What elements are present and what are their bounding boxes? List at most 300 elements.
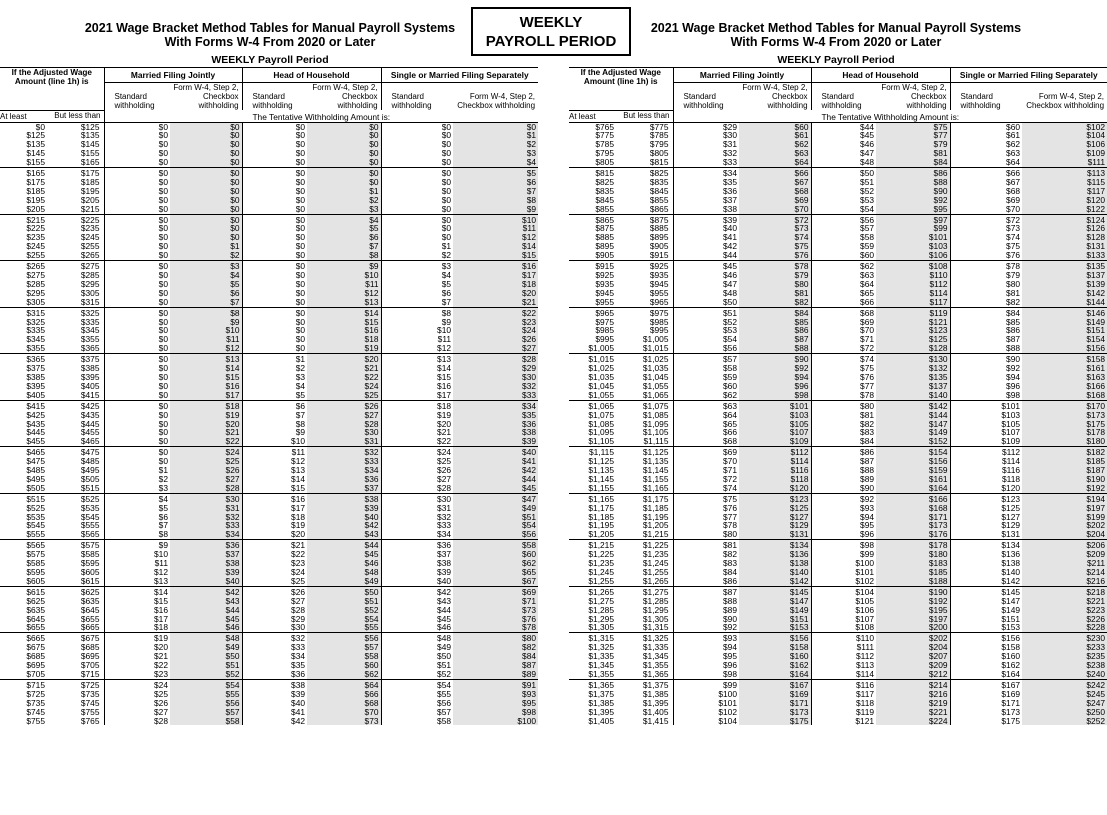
group-header-hoh: Head of Household [242,68,381,83]
hoh-standard-value: $0 [242,205,307,214]
single-checkbox-value: $139 [1022,280,1107,289]
wage-but-less-than: $145 [80,139,100,150]
hoh-checkbox-value: $0 [307,131,381,140]
mfj-checkbox-value: $5 [170,280,242,289]
single-checkbox-value: $146 [1022,307,1107,317]
hoh-checkbox-value: $18 [307,335,381,344]
wage-but-less-than: $375 [53,354,104,364]
wage-at-least: $355 [26,343,45,354]
wage-at-least: $1,175 [588,502,614,513]
hoh-standard-value: $20 [242,530,307,539]
single-standard-value: $88 [950,344,1022,353]
hoh-standard-value: $45 [811,131,876,140]
single-checkbox-value: $62 [453,559,538,568]
single-standard-value: $145 [950,586,1022,596]
hoh-checkbox-value: $57 [307,643,381,652]
hoh-standard-value: $95 [811,521,876,530]
mfj-standard-value: $68 [673,437,739,446]
hoh-standard-value: $16 [242,493,307,503]
single-standard-value: $3 [381,261,453,271]
mfj-standard-value: $83 [673,559,739,568]
hoh-checkbox-value: $0 [307,140,381,149]
hoh-standard-value: $0 [242,178,307,187]
mfj-checkbox-value: $142 [739,577,811,586]
single-standard-value: $7 [381,298,453,307]
hoh-standard-value: $0 [242,122,307,131]
group-header-hoh: Head of Household [811,68,950,83]
hoh-checkbox-value: $106 [876,251,950,260]
hoh-checkbox-value: $62 [307,670,381,679]
wage-but-less-than: $425 [53,400,104,410]
single-standard-value: $26 [381,466,453,475]
mfj-standard-value: $0 [104,251,170,260]
hoh-checkbox-value: $185 [876,568,950,577]
single-checkbox-value: $226 [1022,615,1107,624]
mfj-standard-value: $26 [104,699,170,708]
hoh-checkbox-value: $68 [307,699,381,708]
mfj-standard-value: $58 [673,364,739,373]
single-standard-value: $56 [381,699,453,708]
single-standard-value: $60 [950,122,1022,131]
mfj-checkbox-value: $14 [170,364,242,373]
wage-bracket-table [0,67,538,725]
hoh-standard-value: $40 [242,699,307,708]
mfj-standard-value: $0 [104,411,170,420]
single-standard-value: $32 [381,513,453,522]
hoh-checkbox-value: $154 [876,447,950,457]
checkbox-label: Form W-4, Step 2, Checkbox withholding [457,92,536,110]
mfj-checkbox-value: $127 [739,513,811,522]
wage-at-least: $1,375 [588,688,614,699]
table-row [569,577,1107,586]
table-row [0,205,538,214]
wage-but-less-than: $445 [80,418,100,429]
mfj-standard-value: $7 [104,521,170,530]
wage-at-least: $155 [26,157,45,168]
mfj-standard-value: $6 [104,513,170,522]
mfj-standard-value: $59 [673,373,739,382]
mfj-standard-value: $16 [104,606,170,615]
wage-at-least: $715 [0,679,53,689]
hoh-standard-value: $29 [242,615,307,624]
single-checkbox-value: $95 [453,699,538,708]
wage-but-less-than: $1,275 [622,586,673,596]
mfj-standard-value: $15 [104,597,170,606]
mfj-checkbox-value: $81 [739,289,811,298]
mfj-checkbox-value: $76 [739,251,811,260]
single-checkbox-value: $35 [453,411,538,420]
wage-but-less-than: $1,385 [642,688,669,699]
mfj-standard-value: $0 [104,344,170,353]
mfj-checkbox-value: $64 [739,158,811,167]
wage-but-less-than: $185 [80,176,100,187]
single-checkbox-value: $7 [453,187,538,196]
single-checkbox-value: $14 [453,242,538,251]
wage-but-less-than: $825 [622,168,673,178]
mfj-checkbox-value: $62 [739,140,811,149]
single-checkbox-value: $29 [453,364,538,373]
hoh-standard-value: $62 [811,261,876,271]
wage-but-less-than: $1,145 [642,465,669,476]
wage-at-least: $1,145 [588,473,614,484]
single-checkbox-value: $76 [453,615,538,624]
mfj-standard-value: $63 [673,400,739,410]
mfj-checkbox-value: $13 [170,354,242,364]
mfj-standard-value: $0 [104,420,170,429]
wage-bracket-table [569,67,1107,725]
single-checkbox-value: $34 [453,400,538,410]
mfj-checkbox-value: $60 [739,122,811,131]
single-checkbox-value: $32 [453,382,538,391]
mfj-checkbox-value: $164 [739,670,811,679]
single-checkbox-value: $180 [1022,437,1107,446]
hoh-checkbox-value: $195 [876,606,950,615]
single-standard-value: $120 [950,484,1022,493]
mfj-checkbox-value: $107 [739,428,811,437]
single-standard-value: $9 [381,318,453,327]
hoh-checkbox-value: $92 [876,196,950,205]
single-standard-value: $149 [950,606,1022,615]
hoh-checkbox-value: $200 [876,623,950,632]
wage-but-less-than: $135 [80,130,100,141]
single-checkbox-value: $93 [453,690,538,699]
hoh-standard-value: $66 [811,298,876,307]
table-row [569,251,1107,260]
single-checkbox-value: $65 [453,568,538,577]
single-standard-value: $52 [381,670,453,679]
hoh-standard-value: $117 [811,690,876,699]
single-standard-value: $16 [381,382,453,391]
single-standard-value: $40 [381,577,453,586]
wage-but-less-than: $745 [80,697,100,708]
mfj-standard-value: $82 [673,550,739,559]
wage-but-less-than: $205 [80,194,100,205]
single-checkbox-value: $41 [453,457,538,466]
mfj-checkbox-value: $66 [739,168,811,178]
hoh-checkbox-value: $30 [307,428,381,437]
wage-but-less-than: $1,235 [642,549,669,560]
wage-but-less-than: $1,335 [642,642,669,653]
mfj-standard-value: $8 [104,530,170,539]
wage-at-least: $555 [26,529,45,540]
table-row [0,307,538,317]
mfj-standard-value: $33 [673,158,739,167]
wage-but-less-than: $815 [649,157,669,168]
mfj-standard-value: $69 [673,447,739,457]
hoh-standard-value: $0 [242,187,307,196]
hoh-standard-value: $34 [242,652,307,661]
single-checkbox-value: $211 [1022,559,1107,568]
wage-but-less-than: $1,115 [643,436,669,447]
hoh-standard-value: $119 [811,708,876,717]
but-less-than-header: But less than [622,108,673,120]
single-standard-value: $4 [381,271,453,280]
wage-at-least: $1,025 [588,363,614,374]
mfj-checkbox-value: $37 [170,550,242,559]
mfj-checkbox-value: $58 [170,717,242,726]
wage-at-least: $125 [26,130,45,141]
right-page-title [636,21,1036,49]
mfj-checkbox-value: $140 [739,568,811,577]
wage-at-least: $235 [26,232,45,243]
mfj-checkbox-value: $114 [739,457,811,466]
single-standard-value: $0 [381,131,453,140]
hoh-standard-value: $0 [242,251,307,260]
mfj-checkbox-value: $30 [170,493,242,503]
hoh-standard-value: $88 [811,466,876,475]
single-checkbox-value: $78 [453,623,538,632]
hoh-checkbox-value: $22 [307,373,381,382]
single-checkbox-value: $28 [453,354,538,364]
single-standard-value: $86 [950,326,1022,335]
mfj-checkbox-value: $54 [170,679,242,689]
single-standard-value: $13 [381,354,453,364]
mfj-checkbox-value: $32 [170,513,242,522]
mfj-checkbox-value: $96 [739,382,811,391]
mfj-standard-value: $30 [673,131,739,140]
wage-but-less-than: $1,025 [622,354,673,364]
mfj-checkbox-value: $82 [739,298,811,307]
mfj-checkbox-value: $2 [170,251,242,260]
wage-at-least: $425 [26,409,45,420]
hoh-standard-value: $69 [811,318,876,327]
mfj-checkbox-value: $74 [739,233,811,242]
wage-but-less-than: $685 [80,642,100,653]
table-row [569,298,1107,307]
single-standard-value: $78 [950,261,1022,271]
wage-at-least: $1,115 [569,447,622,457]
hoh-standard-value: $6 [242,400,307,410]
single-checkbox-value: $187 [1022,466,1107,475]
hoh-checkbox-value: $37 [307,484,381,493]
wage-but-less-than: $875 [622,214,673,224]
hoh-checkbox-value: $99 [876,224,950,233]
single-checkbox-value: $216 [1022,577,1107,586]
wage-but-less-than: $315 [80,296,100,307]
mfj-standard-value: $28 [104,717,170,726]
mfj-standard-value: $0 [104,354,170,364]
single-checkbox-value: $58 [453,540,538,550]
mfj-checkbox-value: $7 [170,298,242,307]
wage-at-least: $1,405 [588,715,614,726]
mfj-checkbox-value: $167 [739,679,811,689]
mfj-standard-value: $41 [673,233,739,242]
wage-at-least: $135 [26,139,45,150]
wage-but-less-than: $945 [649,278,669,289]
mfj-checkbox-value: $175 [739,717,811,726]
table-row [0,391,538,400]
wage-but-less-than: $485 [80,456,100,467]
mfj-standard-value: $0 [104,131,170,140]
mfj-standard-value: $40 [673,224,739,233]
mfj-standard-value: $0 [104,140,170,149]
wage-but-less-than: $1,095 [642,418,669,429]
wage-but-less-than: $435 [80,409,100,420]
wage-at-least: $245 [26,241,45,252]
wage-but-less-than: $455 [80,427,100,438]
mfj-checkbox-value: $46 [170,623,242,632]
mfj-checkbox-value: $24 [170,447,242,457]
single-standard-value: $66 [950,168,1022,178]
single-checkbox-value: $204 [1022,530,1107,539]
hoh-checkbox-value: $10 [307,271,381,280]
mfj-standard-value: $20 [104,643,170,652]
hoh-checkbox-value: $54 [307,615,381,624]
mfj-standard-value: $1 [104,466,170,475]
mfj-checkbox-value: $22 [170,437,242,446]
single-standard-value: $6 [381,289,453,298]
wage-at-least: $895 [595,241,614,252]
hoh-standard-value: $19 [242,521,307,530]
single-standard-value: $61 [950,131,1022,140]
single-checkbox-value: $100 [453,717,538,726]
wage-but-less-than: $1,355 [642,660,669,671]
wage-but-less-than: $195 [80,185,100,196]
left-table-panel [0,67,538,725]
wage-but-less-than: $475 [53,447,104,457]
single-checkbox-value: $131 [1022,242,1107,251]
mfj-standard-value: $39 [673,214,739,224]
wage-at-least: $935 [595,278,614,289]
single-standard-value: $10 [381,326,453,335]
wage-at-least: $0 [35,121,45,132]
mfj-checkbox-value: $21 [170,428,242,437]
hoh-standard-value: $2 [242,364,307,373]
mfj-standard-value: $0 [104,428,170,437]
wage-but-less-than: $285 [80,270,100,280]
single-checkbox-value: $199 [1022,513,1107,522]
hoh-standard-value: $28 [242,606,307,615]
single-standard-value: $0 [381,149,453,158]
mfj-checkbox-value: $20 [170,420,242,429]
mfj-standard-value: $0 [104,382,170,391]
mfj-standard-value: $44 [673,251,739,260]
mfj-checkbox-value: $80 [739,280,811,289]
hoh-standard-value: $0 [242,289,307,298]
mfj-standard-value: $72 [673,475,739,484]
wage-at-least: $345 [26,334,45,345]
hoh-checkbox-value: $128 [876,344,950,353]
wage-but-less-than: $695 [80,651,100,662]
single-checkbox-value: $221 [1022,597,1107,606]
mfj-standard-value: $34 [673,168,739,178]
hoh-standard-value: $116 [811,679,876,689]
mfj-standard-value: $31 [673,140,739,149]
hoh-standard-value: $32 [242,633,307,643]
wage-at-least: $365 [0,354,53,364]
wage-but-less-than: $225 [53,214,104,224]
mfj-standard-value: $0 [104,187,170,196]
single-checkbox-value: $250 [1022,708,1107,717]
wage-but-less-than: $1,035 [642,363,669,374]
single-checkbox-value: $9 [453,205,538,214]
single-standard-value: $70 [950,205,1022,214]
single-checkbox-value: $8 [453,196,538,205]
single-standard-value: $62 [950,140,1022,149]
single-standard-value: $0 [381,187,453,196]
wage-but-less-than: $705 [80,660,100,671]
hoh-checkbox-value: $137 [876,382,950,391]
mfj-checkbox-value: $33 [170,521,242,530]
wage-but-less-than: $615 [80,575,100,586]
wage-but-less-than: $1,105 [642,427,669,438]
mfj-standard-value: $99 [673,679,739,689]
mfj-standard-value: $0 [104,447,170,457]
single-checkbox-value: $235 [1022,652,1107,661]
hoh-checkbox-value: $73 [307,717,381,726]
single-checkbox-value: $3 [453,149,538,158]
mfj-standard-value: $22 [104,661,170,670]
single-checkbox-value: $209 [1022,550,1107,559]
single-checkbox-value: $117 [1022,187,1107,196]
mfj-standard-value: $65 [673,420,739,429]
single-standard-value: $96 [950,382,1022,391]
hoh-checkbox-value: $114 [876,289,950,298]
mfj-checkbox-value: $8 [170,307,242,317]
mfj-checkbox-value: $85 [739,318,811,327]
mfj-standard-value: $0 [104,335,170,344]
mfj-standard-value: $0 [104,224,170,233]
single-standard-value: $87 [950,335,1022,344]
single-standard-value: $134 [950,540,1022,550]
mfj-standard-value: $76 [673,504,739,513]
mfj-checkbox-value: $103 [739,411,811,420]
single-checkbox-value: $10 [453,214,538,224]
wage-but-less-than: $295 [80,278,100,289]
wage-at-least: $575 [26,549,45,560]
hoh-standard-value: $10 [242,437,307,446]
hoh-checkbox-value: $84 [876,158,950,167]
hoh-standard-value: $52 [811,187,876,196]
single-checkbox-value: $170 [1022,400,1107,410]
hoh-standard-value: $121 [811,717,876,726]
single-checkbox-value: $133 [1022,251,1107,260]
wage-at-least: $845 [595,194,614,205]
wage-but-less-than: $305 [80,287,100,298]
wage-but-less-than: $965 [649,296,669,307]
single-checkbox-value: $20 [453,289,538,298]
hoh-standard-value: $0 [242,242,307,251]
single-standard-value: $17 [381,391,453,400]
hoh-standard-value: $83 [811,428,876,437]
wage-but-less-than: $1,245 [642,558,669,569]
single-checkbox-value: $240 [1022,670,1107,679]
wage-at-least: $195 [26,194,45,205]
if-adjusted-header: If the Adjusted Wage Amount (line 1h) is [569,68,673,111]
table-row [0,251,538,260]
single-standard-value: $33 [381,521,453,530]
single-standard-value: $55 [381,690,453,699]
wage-at-least: $675 [26,642,45,653]
hoh-checkbox-value: $192 [876,597,950,606]
mfj-standard-value: $38 [673,205,739,214]
wage-at-least: $1,165 [569,493,622,503]
wage-but-less-than: $625 [53,586,104,596]
wage-at-least: $775 [595,130,614,141]
single-checkbox-value: $47 [453,493,538,503]
hoh-checkbox-value: $42 [307,521,381,530]
mfj-standard-value: $0 [104,214,170,224]
wage-but-less-than: $1,265 [642,575,669,586]
single-standard-value: $112 [950,447,1022,457]
mfj-standard-value: $93 [673,633,739,643]
hoh-checkbox-value: $219 [876,699,950,708]
single-checkbox-value: $168 [1022,391,1107,400]
hoh-checkbox-value: $97 [876,214,950,224]
mfj-checkbox-value: $55 [170,690,242,699]
single-checkbox-value: $82 [453,643,538,652]
table-row [0,484,538,493]
